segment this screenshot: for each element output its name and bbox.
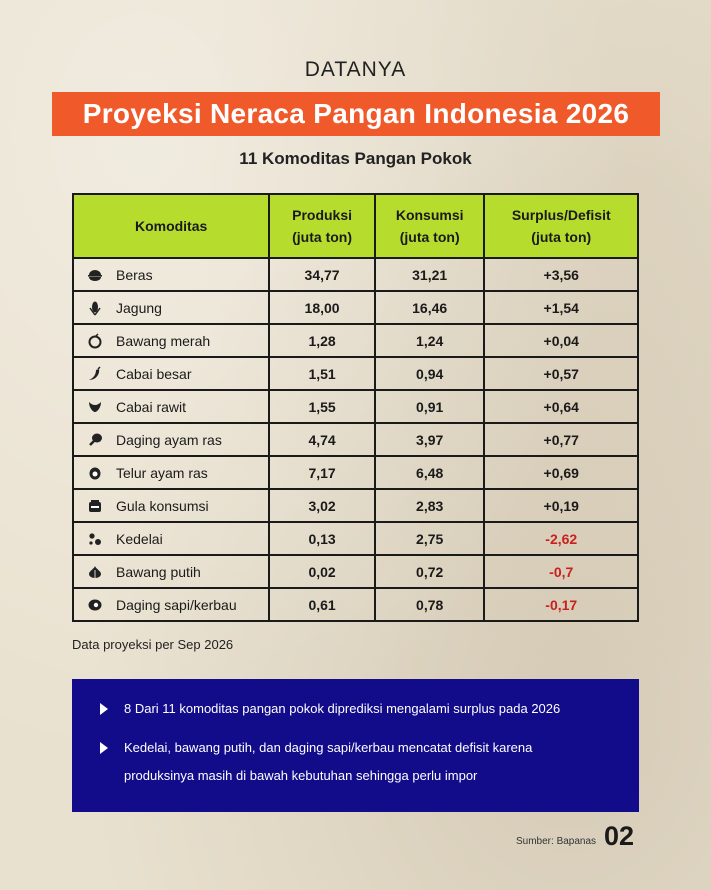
col-header-produksi: Produksi (juta ton) bbox=[269, 194, 375, 258]
commodity-name: Bawang putih bbox=[116, 563, 201, 580]
table-header-row bbox=[73, 194, 638, 258]
commodity-name: Gula konsumsi bbox=[116, 497, 209, 514]
neraca-cell: +0,57 bbox=[484, 357, 638, 390]
commodity-name: Beras bbox=[116, 266, 153, 283]
table-row bbox=[73, 390, 638, 423]
commodity-name: Daging ayam ras bbox=[116, 431, 222, 448]
neraca-cell: +0,69 bbox=[484, 456, 638, 489]
konsumsi-cell: 2,83 bbox=[375, 489, 485, 522]
commodity-cell bbox=[73, 390, 269, 423]
commodity-cell bbox=[73, 423, 269, 456]
commodity-cell bbox=[73, 357, 269, 390]
col-header-neraca: Surplus/Defisit (juta ton) bbox=[484, 194, 638, 258]
table-row bbox=[73, 555, 638, 588]
col-header-konsumsi: Konsumsi (juta ton) bbox=[375, 194, 485, 258]
data-note: Data proyeksi per Sep 2026 bbox=[72, 637, 234, 652]
info-bullet: 8 Dari 11 komoditas pangan pokok diprediksi mengalami surplus pada 2026 bbox=[100, 695, 560, 723]
col-header-komoditas: Komoditas bbox=[73, 194, 269, 258]
produksi-cell: 0,61 bbox=[269, 588, 375, 621]
produksi-cell: 1,51 bbox=[269, 357, 375, 390]
konsumsi-cell: 6,48 bbox=[375, 456, 485, 489]
konsumsi-cell: 31,21 bbox=[375, 258, 485, 291]
commodity-name: Kedelai bbox=[116, 530, 163, 547]
table-row bbox=[73, 456, 638, 489]
commodity-name: Cabai rawit bbox=[116, 398, 187, 415]
produksi-cell: 4,74 bbox=[269, 423, 375, 456]
subtitle: 11 Komoditas Pangan Pokok bbox=[239, 149, 472, 168]
corn-icon bbox=[86, 299, 104, 317]
info-box bbox=[72, 679, 639, 812]
table-row bbox=[73, 489, 638, 522]
konsumsi-cell: 16,46 bbox=[375, 291, 485, 324]
sugar-sack-icon bbox=[86, 497, 104, 515]
konsumsi-cell: 1,24 bbox=[375, 324, 485, 357]
konsumsi-cell: 0,94 bbox=[375, 357, 485, 390]
commodity-name: Daging sapi/kerbau bbox=[116, 596, 237, 613]
produksi-cell: 34,77 bbox=[269, 258, 375, 291]
commodity-cell bbox=[73, 291, 269, 324]
beef-icon bbox=[86, 596, 104, 614]
commodity-cell bbox=[73, 588, 269, 621]
garlic-icon bbox=[86, 563, 104, 581]
commodity-cell bbox=[73, 258, 269, 291]
commodity-name: Jagung bbox=[116, 299, 162, 316]
table-row bbox=[73, 357, 638, 390]
chicken-leg-icon bbox=[86, 431, 104, 449]
table-row bbox=[73, 291, 638, 324]
neraca-cell: +0,19 bbox=[484, 489, 638, 522]
produksi-cell: 18,00 bbox=[269, 291, 375, 324]
shallot-icon bbox=[86, 332, 104, 350]
neraca-cell: -0,17 bbox=[484, 588, 638, 621]
commodity-name: Telur ayam ras bbox=[116, 464, 208, 481]
bird-chili-icon bbox=[86, 398, 104, 416]
neraca-cell: +3,56 bbox=[484, 258, 638, 291]
konsumsi-cell: 3,97 bbox=[375, 423, 485, 456]
egg-icon bbox=[86, 464, 104, 482]
table-row bbox=[73, 423, 638, 456]
commodity-cell bbox=[73, 522, 269, 555]
konsumsi-cell: 0,72 bbox=[375, 555, 485, 588]
produksi-cell: 1,28 bbox=[269, 324, 375, 357]
rice-bowl-icon bbox=[86, 266, 104, 284]
commodity-name: Bawang merah bbox=[116, 332, 211, 349]
neraca-cell: +1,54 bbox=[484, 291, 638, 324]
commodity-cell bbox=[73, 324, 269, 357]
commodity-table bbox=[72, 193, 639, 622]
table-row bbox=[73, 324, 638, 357]
konsumsi-cell: 2,75 bbox=[375, 522, 485, 555]
commodity-cell bbox=[73, 555, 269, 588]
page-number: 02 bbox=[604, 821, 635, 851]
chili-icon bbox=[86, 365, 104, 383]
neraca-cell: +0,04 bbox=[484, 324, 638, 357]
table-row bbox=[73, 522, 638, 555]
produksi-cell: 1,55 bbox=[269, 390, 375, 423]
neraca-cell: -0,7 bbox=[484, 555, 638, 588]
page-title: Proyeksi Neraca Pangan Indonesia 2026 bbox=[82, 98, 630, 129]
info-bullet: Kedelai, bawang putih, dan daging sapi/kerbau mencatat defisit karena produksinya masih di bawah kebutuhan sehingga perlu impor bbox=[100, 734, 532, 790]
source-label: Sumber: Bapanas bbox=[516, 836, 597, 847]
konsumsi-cell: 0,91 bbox=[375, 390, 485, 423]
table-row bbox=[73, 588, 638, 621]
triangle-bullet-icon bbox=[100, 703, 108, 715]
produksi-cell: 0,02 bbox=[269, 555, 375, 588]
triangle-bullet-icon bbox=[100, 742, 108, 754]
title-bar bbox=[52, 92, 660, 136]
produksi-cell: 7,17 bbox=[269, 456, 375, 489]
commodity-cell bbox=[73, 456, 269, 489]
soybean-icon bbox=[86, 530, 104, 548]
produksi-cell: 3,02 bbox=[269, 489, 375, 522]
commodity-name: Cabai besar bbox=[116, 365, 192, 382]
konsumsi-cell: 0,78 bbox=[375, 588, 485, 621]
table-row bbox=[73, 258, 638, 291]
commodity-cell bbox=[73, 489, 269, 522]
neraca-cell: -2,62 bbox=[484, 522, 638, 555]
neraca-cell: +0,64 bbox=[484, 390, 638, 423]
produksi-cell: 0,13 bbox=[269, 522, 375, 555]
kicker: DATANYA bbox=[304, 58, 407, 81]
neraca-cell: +0,77 bbox=[484, 423, 638, 456]
